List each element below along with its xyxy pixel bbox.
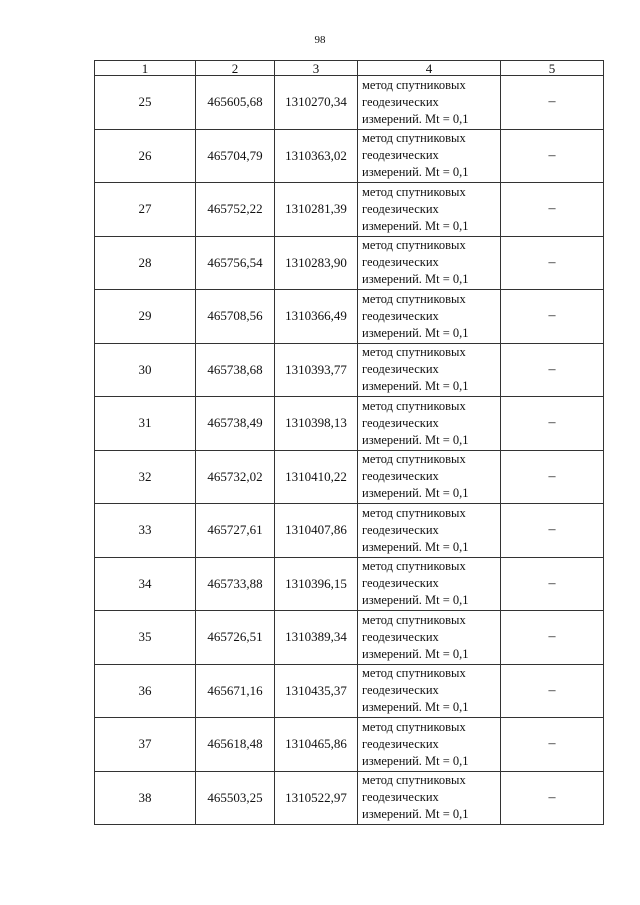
table-row: [95, 76, 604, 130]
note-cell: –: [501, 557, 604, 611]
point-number-cell: 26: [95, 129, 196, 183]
y-coordinate-cell: 1310366,49: [275, 290, 358, 344]
table-header: [95, 61, 604, 76]
method-line: метод спутниковых: [362, 345, 466, 360]
y-coordinate-cell: 1310435,37: [275, 664, 358, 718]
method-line: геодезических: [362, 255, 439, 270]
method-line: измерений. Mt = 0,1: [362, 379, 469, 394]
method-line: метод спутниковых: [362, 719, 466, 734]
method-line: геодезических: [362, 308, 439, 323]
method-line: геодезических: [362, 736, 439, 751]
method-line: геодезических: [362, 201, 439, 216]
column-header-3: 3: [275, 61, 358, 76]
method-line: измерений. Mt = 0,1: [362, 486, 469, 501]
point-number-cell: 30: [95, 343, 196, 397]
note-cell: –: [501, 771, 604, 825]
y-coordinate-cell: 1310283,90: [275, 236, 358, 290]
point-number-cell: 32: [95, 450, 196, 504]
method-line: геодезических: [362, 629, 439, 644]
point-number-cell: 35: [95, 611, 196, 665]
table-row: [95, 183, 604, 237]
column-header-5: 5: [501, 61, 604, 76]
column-header-1: 1: [95, 61, 196, 76]
table-row: [95, 664, 604, 718]
method-cell: [358, 718, 501, 772]
method-line: геодезических: [362, 94, 439, 109]
point-number-cell: 29: [95, 290, 196, 344]
method-line: измерений. Mt = 0,1: [362, 272, 469, 287]
point-number-cell: 25: [95, 76, 196, 130]
method-line: измерений. Mt = 0,1: [362, 165, 469, 180]
method-line: геодезических: [362, 148, 439, 163]
method-cell: [358, 664, 501, 718]
method-line: геодезических: [362, 683, 439, 698]
y-coordinate-cell: 1310407,86: [275, 504, 358, 558]
y-coordinate-cell: 1310396,15: [275, 557, 358, 611]
method-line: метод спутниковых: [362, 666, 466, 681]
note-cell: –: [501, 236, 604, 290]
method-cell: [358, 557, 501, 611]
table-row: [95, 611, 604, 665]
method-line: измерений. Mt = 0,1: [362, 807, 469, 822]
y-coordinate-cell: 1310398,13: [275, 397, 358, 451]
method-line: метод спутниковых: [362, 612, 466, 627]
method-line: измерений. Mt = 0,1: [362, 432, 469, 447]
method-line: геодезических: [362, 790, 439, 805]
method-cell: [358, 129, 501, 183]
y-coordinate-cell: 1310270,34: [275, 76, 358, 130]
y-coordinate-cell: 1310410,22: [275, 450, 358, 504]
method-line: геодезических: [362, 362, 439, 377]
point-number-cell: 33: [95, 504, 196, 558]
header-row: [95, 61, 604, 76]
x-coordinate-cell: 465726,51: [196, 611, 275, 665]
x-coordinate-cell: 465708,56: [196, 290, 275, 344]
y-coordinate-cell: 1310465,86: [275, 718, 358, 772]
table-row: [95, 236, 604, 290]
method-line: измерений. Mt = 0,1: [362, 753, 469, 768]
point-number-cell: 31: [95, 397, 196, 451]
y-coordinate-cell: 1310393,77: [275, 343, 358, 397]
note-cell: –: [501, 129, 604, 183]
point-number-cell: 34: [95, 557, 196, 611]
method-line: измерений. Mt = 0,1: [362, 218, 469, 233]
method-line: измерений. Mt = 0,1: [362, 325, 469, 340]
method-cell: [358, 450, 501, 504]
table-row: [95, 504, 604, 558]
table-row: [95, 718, 604, 772]
x-coordinate-cell: 465733,88: [196, 557, 275, 611]
x-coordinate-cell: 465732,02: [196, 450, 275, 504]
note-cell: –: [501, 76, 604, 130]
note-cell: –: [501, 290, 604, 344]
note-cell: –: [501, 504, 604, 558]
table-row: [95, 343, 604, 397]
y-coordinate-cell: 1310281,39: [275, 183, 358, 237]
method-line: геодезических: [362, 576, 439, 591]
note-cell: –: [501, 183, 604, 237]
method-line: метод спутниковых: [362, 77, 466, 92]
note-cell: –: [501, 397, 604, 451]
method-line: измерений. Mt = 0,1: [362, 593, 469, 608]
method-cell: [358, 397, 501, 451]
x-coordinate-cell: 465704,79: [196, 129, 275, 183]
method-cell: [358, 236, 501, 290]
y-coordinate-cell: 1310522,97: [275, 771, 358, 825]
method-line: измерений. Mt = 0,1: [362, 646, 469, 661]
x-coordinate-cell: 465618,48: [196, 718, 275, 772]
point-number-cell: 38: [95, 771, 196, 825]
method-line: измерений. Mt = 0,1: [362, 539, 469, 554]
method-line: метод спутниковых: [362, 131, 466, 146]
page-number: 98: [314, 34, 326, 46]
note-cell: –: [501, 611, 604, 665]
point-number-cell: 28: [95, 236, 196, 290]
x-coordinate-cell: 465738,68: [196, 343, 275, 397]
method-cell: [358, 290, 501, 344]
table-row: [95, 290, 604, 344]
x-coordinate-cell: 465752,22: [196, 183, 275, 237]
method-line: измерений. Mt = 0,1: [362, 700, 469, 715]
table-body: [95, 76, 604, 825]
x-coordinate-cell: 465671,16: [196, 664, 275, 718]
column-header-2: 2: [196, 61, 275, 76]
method-line: метод спутниковых: [362, 184, 466, 199]
note-cell: –: [501, 450, 604, 504]
y-coordinate-cell: 1310389,34: [275, 611, 358, 665]
method-line: метод спутниковых: [362, 398, 466, 413]
method-line: измерений. Mt = 0,1: [362, 111, 469, 126]
note-cell: –: [501, 718, 604, 772]
method-line: метод спутниковых: [362, 773, 466, 788]
method-cell: [358, 611, 501, 665]
method-line: метод спутниковых: [362, 291, 466, 306]
point-number-cell: 27: [95, 183, 196, 237]
x-coordinate-cell: 465727,61: [196, 504, 275, 558]
table-row: [95, 129, 604, 183]
method-cell: [358, 183, 501, 237]
method-line: геодезических: [362, 469, 439, 484]
table-row: [95, 450, 604, 504]
method-cell: [358, 771, 501, 825]
method-line: геодезических: [362, 415, 439, 430]
table-row: [95, 771, 604, 825]
point-number-cell: 37: [95, 718, 196, 772]
y-coordinate-cell: 1310363,02: [275, 129, 358, 183]
method-line: метод спутниковых: [362, 238, 466, 253]
x-coordinate-cell: 465738,49: [196, 397, 275, 451]
coordinates-table: [94, 60, 604, 825]
x-coordinate-cell: 465503,25: [196, 771, 275, 825]
x-coordinate-cell: 465756,54: [196, 236, 275, 290]
method-line: метод спутниковых: [362, 452, 466, 467]
table-row: [95, 557, 604, 611]
method-cell: [358, 343, 501, 397]
method-line: метод спутниковых: [362, 559, 466, 574]
method-cell: [358, 76, 501, 130]
point-number-cell: 36: [95, 664, 196, 718]
method-line: геодезических: [362, 522, 439, 537]
note-cell: –: [501, 664, 604, 718]
table-row: [95, 397, 604, 451]
note-cell: –: [501, 343, 604, 397]
method-line: метод спутниковых: [362, 505, 466, 520]
method-cell: [358, 504, 501, 558]
column-header-4: 4: [358, 61, 501, 76]
x-coordinate-cell: 465605,68: [196, 76, 275, 130]
